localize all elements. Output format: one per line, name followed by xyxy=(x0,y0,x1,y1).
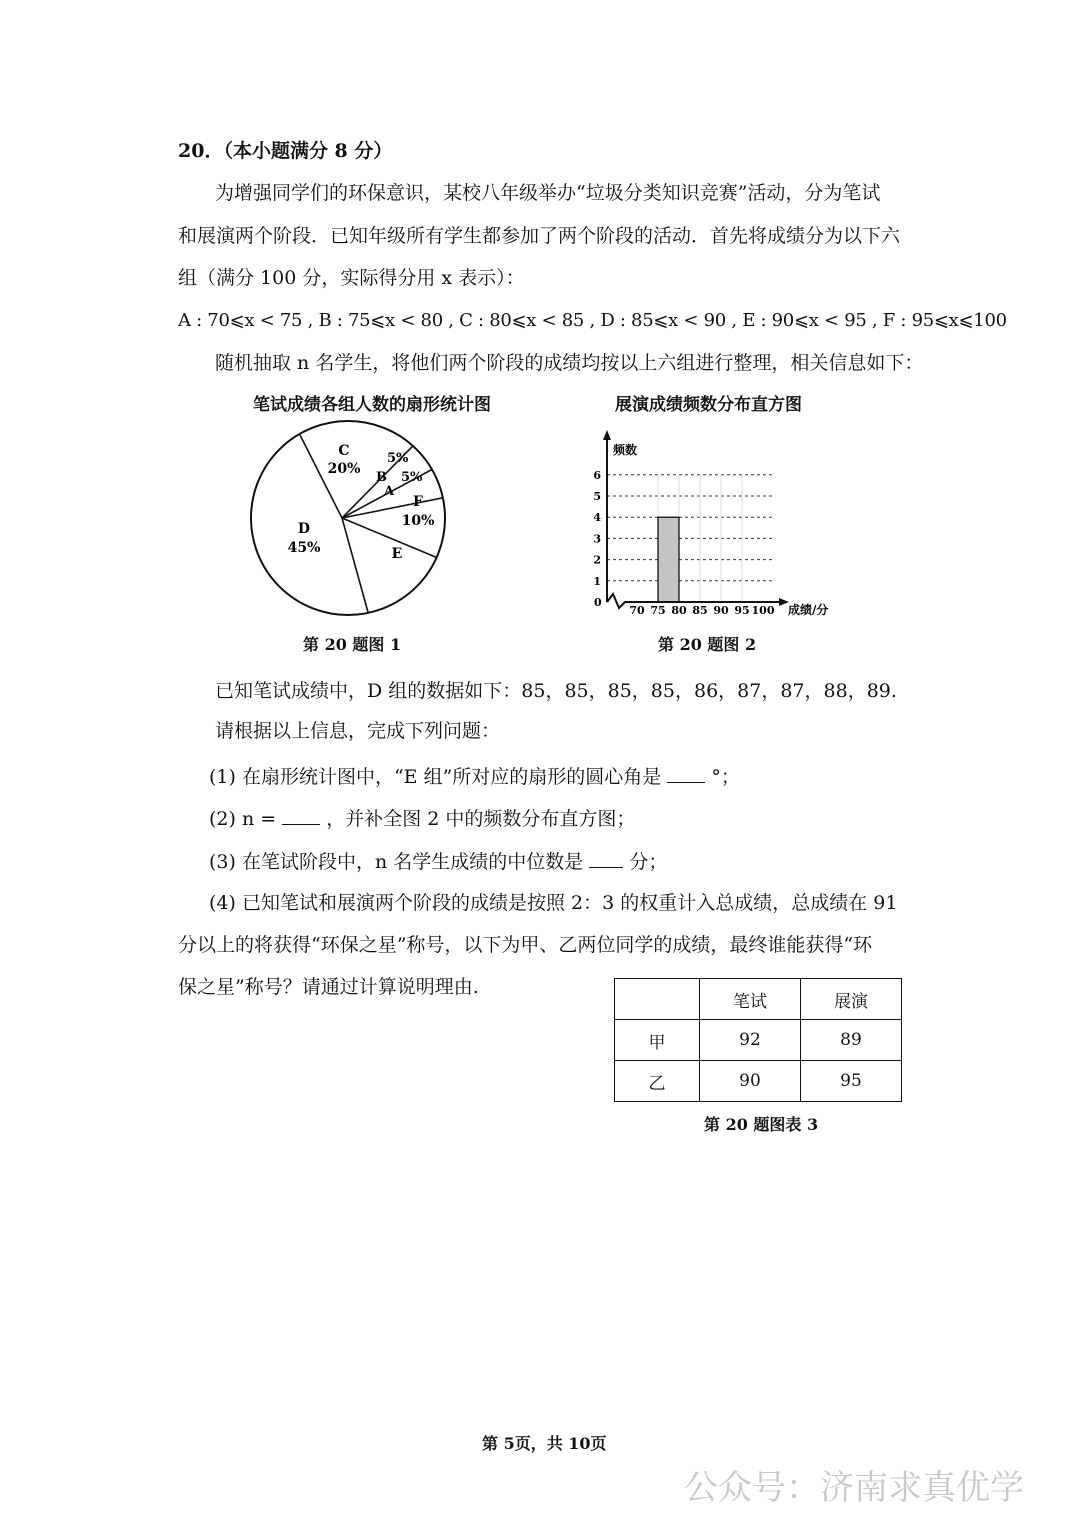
y-tick-label: 5 xyxy=(593,490,601,503)
sub-question-4-line-3: 保之星”称号？请通过计算说明理由. xyxy=(178,976,479,998)
answer-blank-3[interactable] xyxy=(589,851,623,868)
table-header-cell: 展演 xyxy=(801,979,902,1020)
pie-label-e: E xyxy=(391,546,403,562)
y-tick-label: 2 xyxy=(593,553,601,567)
sub-question-4-line-2: 分以上的将获得“环保之星”称号，以下为甲、乙两位同学的成绩，最终谁能获得“环 xyxy=(178,934,873,956)
answer-blank-1[interactable] xyxy=(667,766,705,783)
pie-label-f: F xyxy=(413,494,423,510)
histogram-caption: 第 20 题图 2 xyxy=(658,635,757,654)
intro-line-3: 组（满分 100 分，实际得分用 x 表示）： xyxy=(178,267,525,289)
table-cell-written: 90 xyxy=(700,1061,801,1102)
x-tick-labels xyxy=(629,604,774,617)
x-tick-label: 80 xyxy=(671,604,687,617)
histogram-bar xyxy=(658,517,679,602)
x-axis-label: 成绩/分 xyxy=(788,603,829,617)
instruction: 请根据以上信息，完成下列问题： xyxy=(215,720,501,742)
pie-percent-a: 5% xyxy=(401,470,423,485)
page-number: 第 5页，共 10页 xyxy=(482,1434,607,1453)
x-tick-label: 75 xyxy=(650,604,666,617)
histogram-grid xyxy=(607,475,775,602)
table-row xyxy=(615,1061,902,1102)
histogram-bars xyxy=(658,517,679,602)
pie-chart-caption: 第 20 题图 1 xyxy=(303,635,402,654)
y-tick-label: 6 xyxy=(593,468,601,482)
y-axis-arrow-icon xyxy=(603,430,611,440)
sub-question-4-line-1: (4) 已知笔试和展演两个阶段的成绩是按照 2：3 的权重计入总成绩，总成绩在 91 xyxy=(209,892,898,914)
pie-percent-f: 10% xyxy=(401,513,435,529)
question-header: 20．（本小题满分 8 分） xyxy=(178,140,393,162)
x-tick-label: 70 xyxy=(629,604,645,617)
table-row xyxy=(615,1020,902,1061)
table-cell-performance: 95 xyxy=(801,1061,902,1102)
watermark: 公众号：济南求真优学 xyxy=(684,1468,1024,1508)
pie-percent-c: 20% xyxy=(327,461,361,477)
y-tick-label: 3 xyxy=(593,532,601,546)
table-header-row xyxy=(615,979,902,1020)
x-tick-label: 100 xyxy=(751,604,775,617)
pie-label-b: B xyxy=(376,470,387,485)
pie-label-c: C xyxy=(338,443,350,459)
groups-line: A : 70⩽x < 75 , B : 75⩽x < 80 , C : 80⩽x < 85 , D : 85⩽x < 90 , E : 90⩽x < 95 , F : 95⩽x⩽100 xyxy=(178,310,1007,331)
histogram-chart xyxy=(585,428,845,623)
sample-line: 随机抽取 n 名学生，将他们两个阶段的成绩均按以上六组进行整理，相关信息如下： xyxy=(215,352,924,374)
table-caption: 第 20 题图表 3 xyxy=(704,1115,819,1134)
x-tick-label: 95 xyxy=(734,604,750,617)
y-tick-label: 1 xyxy=(593,574,601,588)
pie-chart-title: 笔试成绩各组人数的扇形统计图 xyxy=(253,395,491,415)
pie-percent-b: 5% xyxy=(387,451,409,466)
answer-blank-2[interactable] xyxy=(282,808,320,825)
x-tick-label: 90 xyxy=(713,604,729,617)
pie-percent-d: 45% xyxy=(287,540,321,556)
score-table xyxy=(614,978,902,1102)
y-axis-label: 频数 xyxy=(613,443,638,457)
origin-label: 0 xyxy=(594,596,602,609)
sub-question-3: (3) 在笔试阶段中，n 名学生成绩的中位数是 分； xyxy=(209,851,668,873)
table-header-cell xyxy=(615,979,700,1020)
table-cell-name: 乙 xyxy=(615,1061,700,1102)
y-tick-label: 4 xyxy=(593,511,601,525)
histogram-title: 展演成绩频数分布直方图 xyxy=(615,395,802,415)
pie-label-d: D xyxy=(297,521,311,537)
intro-line-2: 和展演两个阶段．已知年级所有学生都参加了两个阶段的活动．首先将成绩分为以下六 xyxy=(178,225,901,247)
pie-label-a: A xyxy=(384,484,395,499)
sub-question-2: (2) n = ，并补全图 2 中的频数分布直方图； xyxy=(209,808,636,830)
table-cell-written: 92 xyxy=(700,1020,801,1061)
d-group-data: 已知笔试成绩中，D 组的数据如下：85，85，85，85，86，87，87，88，89. xyxy=(215,680,897,702)
table-cell-performance: 89 xyxy=(801,1020,902,1061)
x-tick-label: 85 xyxy=(692,604,708,617)
sub-question-1: (1) 在扇形统计图中，“E 组”所对应的扇形的圆心角是 °； xyxy=(209,766,740,788)
y-tick-labels xyxy=(593,469,601,588)
intro-line-1: 为增强同学们的环保意识，某校八年级举办“垃圾分类知识竞赛”活动，分为笔试 xyxy=(215,182,881,204)
table-cell-name: 甲 xyxy=(615,1020,700,1061)
table-header-cell: 笔试 xyxy=(700,979,801,1020)
pie-chart xyxy=(240,415,460,625)
